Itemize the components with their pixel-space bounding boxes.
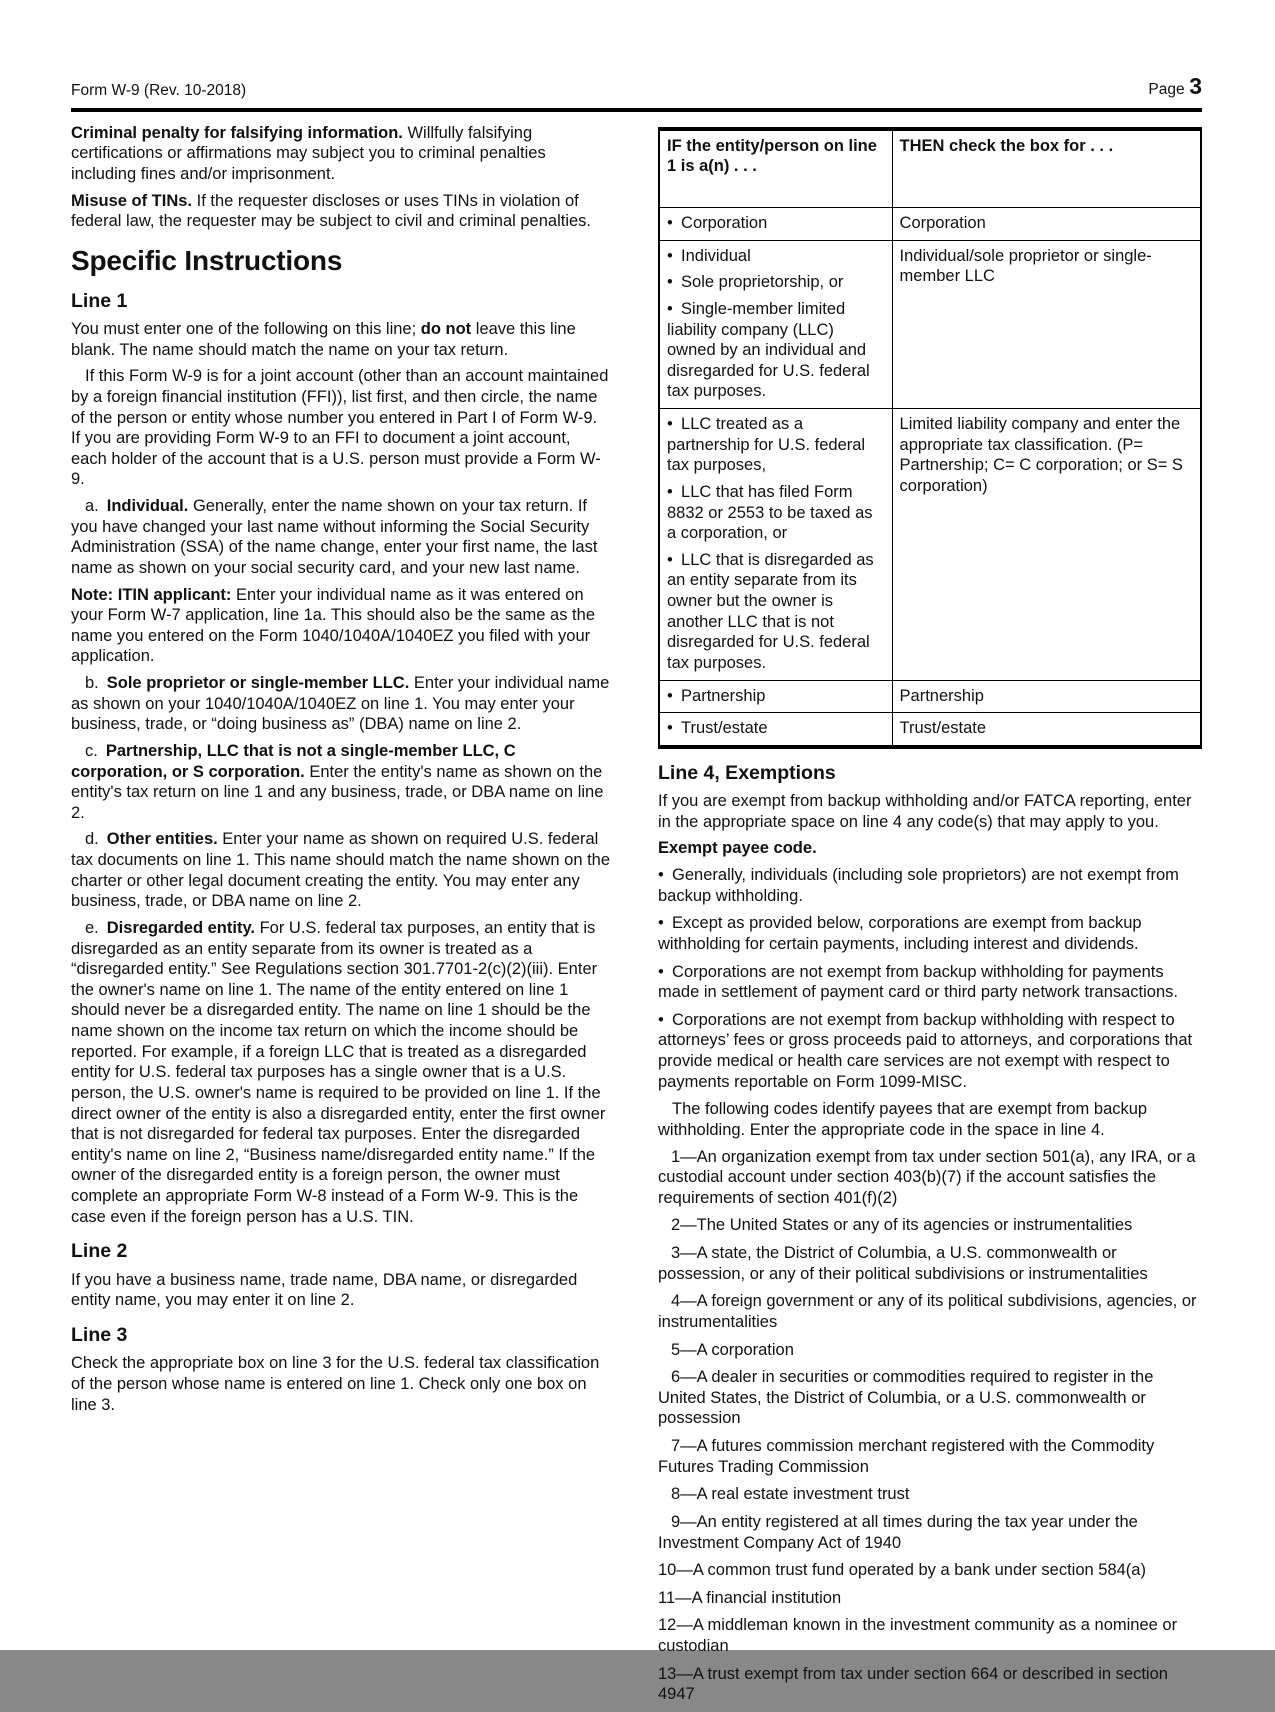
exempt-code-item: 2—The United States or any of its agencies or instrumentalities [671,1216,1133,1235]
exempt-code-item: 11—A financial institution [658,1588,842,1607]
if-cell [659,409,892,681]
exempt-payee-code-lead: Exempt payee code. [658,839,817,858]
exempt-code-item: 3—A state, the District of Columbia, a U.S. commonwealth or possession, or any of their political subdivisions or instrumentalities [658,1244,1148,1283]
line2-heading: Line 2 [71,1240,128,1263]
entity-classification-table [658,127,1202,749]
line1-p1-bold: do not [420,320,472,339]
exempt-code-item: 8—A real estate investment trust [671,1485,910,1504]
then-cell: Limited liability company and enter the appropriate tax classification. (P= Partnership; C= C corporation; or S= S corporation) [892,409,1201,681]
if-bullet: • Individual [667,246,885,267]
table-header-then: THEN check the box for . . . [892,129,1201,208]
line1-heading: Line 1 [71,289,128,312]
line4-heading: Line 4, Exemptions [658,761,836,784]
line1-paragraph-1 [71,319,610,360]
then-cell: Partnership [892,680,1201,713]
exempt-code-item: 1—An organization exempt from tax under section 501(a), any IRA, or a custodial account under section 403(b)(7) if the account satisfies the requirements of section 401(f)(2) [658,1147,1196,1207]
item-e-lead: Disregarded entity. [106,918,255,937]
line3-heading: Line 3 [71,1324,128,1347]
if-cell [659,240,892,408]
specific-instructions-heading: Specific Instructions [71,244,343,276]
if-bullet: • LLC that has filed Form 8832 or 2553 to be taxed as a corporation, or [667,482,885,544]
form-revision-label: Form W-9 (Rev. 10-2018) [71,82,247,100]
left-column [71,123,610,1712]
line1-p1-text-a: You must enter one of the following on this line; [71,320,421,339]
header-rule [71,108,1202,112]
if-cell [659,713,892,747]
item-a-lead: Individual. [106,497,189,516]
item-c-letter: c. [85,741,98,760]
line1-item-c [71,741,610,824]
exempt-payee-code-heading [658,838,1202,859]
line1-paragraph-2: If this Form W-9 is for a joint account (other than an account maintained by a foreign financial institution (FFI)), list first, and then circle, the name of the person or entity whose number you entered in Part I of Form W-9. If you are providing Form W-9 to an FFI to document a joint account, each holder of the account that is a U.S. person must provide a Form W-9. [71,367,609,489]
line1-p1-text-b: leave this line blank. The name should match the name on your tax return. [71,320,576,359]
page-word: Page [1148,81,1185,98]
criminal-penalty-text: Willfully falsifying certifications or affirmations may subject you to criminal penalties including fines and/or imprisonment. [71,123,546,183]
following-codes-paragraph: The following codes identify payees that are exempt from backup withholding. Enter the appropriate code in the space in line 4. [658,1100,1148,1139]
note-itin-lead: Note: ITIN applicant: [71,585,232,604]
table-row [659,713,1201,747]
if-cell [659,208,892,241]
item-c-lead: Partnership, LLC that is not a single-member LLC, C corporation, or S corporation. [71,741,516,781]
page-indicator [1148,72,1202,101]
misuse-tins-text: If the requester discloses or uses TINs in violation of federal law, the requester may be subject to civil and criminal penalties. [71,191,592,231]
item-d-lead: Other entities. [106,830,218,849]
if-bullet: • Sole proprietorship, or [667,272,885,293]
then-cell: Individual/sole proprietor or single-member LLC [892,240,1201,408]
item-e-letter: e. [85,918,99,937]
line1-item-e [71,918,610,1227]
page-number: 3 [1189,73,1202,99]
line2-paragraph: If you have a business name, trade name, DBA name, or disregarded entity name, you may enter it on line 2. [71,1270,578,1310]
item-a-letter: a. [85,497,99,516]
exempt-code-item: 12—A middleman known in the investment community as a nominee or custodian [658,1616,1178,1656]
table-header-row [659,129,1201,208]
line1-item-d [71,829,610,912]
if-cell [659,680,892,713]
right-column [658,123,1202,1712]
page-header [71,72,1202,101]
line1-note-itin [71,585,610,668]
exempt-bullet: • Except as provided below, corporations are exempt from backup withholding for certain payments, including interest and dividends. [658,913,1202,954]
line3-paragraph: Check the appropriate box on line 3 for the U.S. federal tax classification of the person whose name is entered on line 1. Check only one box on line 3. [71,1354,600,1414]
exempt-bullet: • Generally, individuals (including sole proprietors) are not exempt from backup withholding. [658,865,1202,906]
exempt-code-item: 9—An entity registered at all times during the tax year under the Investment Company Act of 1940 [658,1512,1138,1552]
item-a-text: Generally, enter the name shown on your tax return. If you have changed your last name without informing the Social Security Administration (SSA) of the name change, enter your first name, the last name as shown on your social security card, and your new last name. [71,497,598,577]
if-bullet: • Partnership [667,686,885,707]
exempt-code-item: 10—A common trust fund operated by a bank under section 584(a) [658,1561,1146,1580]
if-bullet: • LLC that is disregarded as an entity separate from its owner but the owner is another LLC that is not disregarded for U.S. federal tax purposes. [667,550,885,674]
misuse-tins-lead: Misuse of TINs. [71,191,193,210]
note-itin-text: Enter your individual name as it was entered on your Form W-7 application, line 1a. This should also be the same as the name you entered on the Form 1040/1040A/1040EZ you filed with your application. [71,585,595,666]
line1-item-b [71,673,610,735]
two-column-body [71,123,1202,1712]
line1-item-a [71,496,610,579]
exempt-code-item: 4—A foreign government or any of its political subdivisions, agencies, or instrumentalities [658,1292,1197,1331]
table-row [659,208,1201,241]
exempt-code-item: 7—A futures commission merchant registered with the Commodity Futures Trading Commission [658,1437,1155,1476]
if-bullet: • LLC treated as a partnership for U.S. federal tax purposes, [667,414,885,476]
exempt-code-item: 6—A dealer in securities or commodities required to register in the United States, the District of Columbia, or a U.S. commonwealth or possession [658,1368,1154,1428]
if-bullet: • Single-member limited liability company (LLC) owned by an individual and disregarded for U.S. federal tax purposes. [667,299,885,402]
misuse-tins-paragraph [71,191,610,232]
item-c-text: Enter the entity's name as shown on the entity's tax return on line 1 and any business, trade, or DBA name on line 2. [71,762,604,822]
then-cell: Corporation [892,208,1201,241]
item-d-text: Enter your name as shown on required U.S. federal tax documents on line 1. This name should match the name shown on the charter or other legal document creating the entity. You may enter any business, trade, or DBA name on line 2. [71,830,611,911]
if-bullet: • Trust/estate [667,718,885,739]
exempt-bullet: • Corporations are not exempt from backup withholding for payments made in settlement of payment card or third party network transactions. [658,962,1202,1003]
table-row [659,409,1201,681]
table-row [659,680,1201,713]
exempt-code-item: 5—A corporation [671,1340,794,1359]
table-header-if: IF the entity/person on line 1 is a(n) . . . [659,129,892,208]
exempt-bullet: • Corporations are not exempt from backup withholding with respect to attorneys’ fees or gross proceeds paid to attorneys, and corporations that provide medical or health care services are not exempt with respect to payments reportable on Form 1099-MISC. [658,1010,1202,1093]
then-cell: Trust/estate [892,713,1201,747]
item-b-lead: Sole proprietor or single-member LLC. [106,674,410,693]
line4-paragraph: If you are exempt from backup withholding and/or FATCA reporting, enter in the appropriate space on line 4 any code(s) that may apply to you. [658,792,1192,831]
criminal-penalty-paragraph [71,123,610,185]
exempt-code-item: 13—A trust exempt from tax under section 664 or described in section 4947 [658,1664,1168,1704]
item-b-letter: b. [85,674,99,693]
table-row [659,240,1201,408]
item-e-text: For U.S. federal tax purposes, an entity that is disregarded as an entity separate from its owner is treated as a “disregarded entity.” See Regulations section 301.7701-2(c)(2)(iii). Enter the owner's name on line 1. The name of the entity entered on line 1 should never be a disregarded entity. The name on line 1 should be the name shown on the income tax return on which the income should be reported. For example, if a foreign LLC that is treated as a disregarded entity for U.S. federal tax purposes has a single owner that is a U.S. person, the U.S. owner's name is required to be provided on line 1. If the direct owner of the entity is also a disregarded entity, enter the first owner that is not disregarded for federal tax purposes. Enter the disregarded entity's name on line 2, “Business name/disregarded entity name.” If the owner of the disregarded entity is a foreign person, the owner must complete an appropriate Form W-8 instead of a Form W-9. This is the case even if the foreign person has a U.S. TIN. [71,918,606,1226]
if-bullet: • Corporation [667,213,885,234]
item-b-text: Enter your individual name as shown on your 1040/1040A/1040EZ on line 1. You may enter your business, trade, or “doing business as” (DBA) name on line 2. [71,674,610,734]
item-d-letter: d. [85,830,99,849]
criminal-penalty-lead: Criminal penalty for falsifying information. [71,123,403,142]
